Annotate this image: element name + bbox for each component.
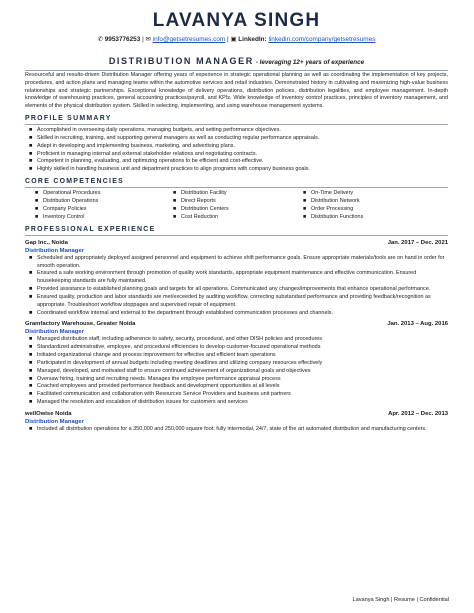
section-heading: PROFESSIONAL EXPERIENCE [25,225,156,233]
bullet-icon: ■ [29,399,33,406]
bullet-icon: ■ [29,286,33,293]
bullet-icon: ■ [35,205,39,212]
bullet-icon: ■ [29,391,33,398]
email-link[interactable]: info@getsetresumes.com [152,36,226,43]
competency-text: Operational Procedures [43,190,101,197]
bullet-text: Included all distribution operations for a 350,000 and 250,000 square foot, fully intermodal, 24/7, state of the art automated distribution and manufacturing centers. [37,426,427,433]
profile-section [25,114,448,174]
competency-item [173,190,303,198]
phone-icon: ✆ [97,36,103,43]
bullet-item [29,375,448,384]
job-dates: Jan. 2017 – Dec. 2021 [387,239,448,246]
bullet-icon: ■ [35,197,39,204]
bullet-icon: ■ [29,375,33,382]
bullet-text: Scheduled and appropriately deployed assigned personnel and equipment to achieve shift performance goals. Ensure appropriate materials/tools are on hand in order for smooth operation. [37,254,445,269]
competency-item [35,214,173,222]
job-role: Distribution Manager [25,419,84,426]
bullet-icon: ■ [29,134,33,141]
competency-text: Direct Reports [181,197,216,204]
bullet-text: Facilitated communication and collaboration with Resources Service Providers and business unit partners [37,391,291,398]
competency-item [35,190,173,198]
bullet-icon: ■ [303,190,307,197]
section-heading: CORE COMPETENCIES [25,178,125,186]
bullet-text: Skilled in recruiting, training, and supporting general managers as well as conducting regular performance appraisals. [37,134,320,141]
bullet-icon: ■ [29,352,33,359]
bullet-item [29,293,448,310]
bullet-item [29,309,448,318]
bullet-item [29,426,448,434]
bullet-item [29,134,448,143]
page-footer: Lavanya Singh | Resume | Confidential [352,597,449,603]
linkedin-label: LinkedIn: [238,36,267,43]
section-heading: PROFILE SUMMARY [25,114,112,122]
bullet-text: Coordinated workflow internal and external to the department through established communication processes and channels. [37,309,333,316]
bullet-icon: ■ [29,158,33,165]
job-bullets [25,426,448,434]
headline-subtitle: - leveraging 12+ years of experience [255,59,365,66]
bullet-icon: ■ [29,293,33,300]
competency-text: Cost Reduction [181,213,219,220]
bullet-icon: ■ [303,213,307,220]
competency-item [303,214,413,222]
bullet-item [29,150,448,159]
experience-section [25,225,448,434]
bullet-item [29,352,448,360]
bullet-icon: ■ [303,197,307,204]
bullet-text: Managed distribution staff, including adherence to safety, security, procedural, and other DISH policies and procedures [37,336,323,343]
summary-paragraph: Resourceful and results-driven Distribution Manager offering years of experience in strategic operational planning as well as coordinating the implementation of key projects, procedures, and action plans and managing teams within the automotive services and retail industries. Demonstrated history in cultivating and maximizing high-value business relationships and strategic partnerships. Exceptional knowledge of delivery operations, distribution policies, distribution legalities, and employee management. In-depth knowledge of warehousing practices, general accounting practices/payroll, and KPIs. Wide knowledge of inventory control practices, principles of inventory management, and elements of the physical distribution system. Skilled in selecting, implementing, and using warehouse management systems. [25,72,448,110]
job-role: Distribution Manager [25,329,84,336]
competency-grid [25,190,448,222]
bullet-icon: ■ [173,213,177,220]
bullet-icon: ■ [29,150,33,157]
bullet-text: Standardized administrative, employee, and procedural efficiencies to develop customer-focused operational methods [37,344,321,351]
bullet-item [29,344,448,352]
bullet-text: Competent in planning, evaluating, and optimizing operations to be efficient and cost-effective. [37,158,264,165]
bullet-icon: ■ [29,126,33,133]
headline [25,54,448,68]
competency-column [303,190,413,222]
candidate-name: LAVANYA SINGH [152,10,321,31]
job-entry [25,320,448,407]
phone-number: 9953776253 [104,36,141,43]
bullet-item [29,286,448,294]
bullet-text: Provided assistance to established planning goals and targets for all operations. Communicated any changes/improvements that enhance operational performance. [37,286,431,293]
bullet-text: Oversaw hiring, training and recruiting needs. Manages the employee performance appraisal process [37,375,281,382]
competency-text: Distribution Centers [181,205,229,212]
bullet-item [29,399,448,407]
competency-item [303,198,413,206]
company-name: Gap Inc., Noida [25,239,68,246]
competency-column [173,190,303,222]
competency-item [303,206,413,214]
bullet-icon: ■ [29,270,33,277]
bullet-icon: ■ [173,190,177,197]
bullet-icon: ■ [29,254,33,261]
bullet-text: Highly skilled in handling business unit and department practices to align programs with company business goals. [37,166,310,173]
bullet-text: Initiated organizational change and process improvement for effective and efficient team operations [37,352,276,359]
job-bullets [25,336,448,407]
competency-item [35,206,173,214]
bullet-item [29,383,448,391]
bullet-icon: ■ [35,190,39,197]
bullet-item [29,336,448,344]
bullet-icon: ■ [173,205,177,212]
job-header [25,410,448,418]
bullet-text: Ensured quality, production and labor standards are met/exceeded by auditing workflow, correcting substandard performance and providing feedback/recognition as appropriate. Troubleshoot workflow stoppages and supervised repair of equipment. [37,293,431,308]
bullet-icon: ■ [29,426,33,433]
competency-text: Order Processing [311,205,354,212]
competency-text: On-Time Delivery [311,190,354,197]
job-title: DISTRIBUTION MANAGER [108,56,254,66]
divider [25,187,448,188]
bullet-item [29,158,448,166]
bullet-text: Proficient in managing internal and external stakeholder relations and negotiating contracts. [37,150,258,157]
bullet-text: Managed the resolution and escalation of distribution issues for customers and services [37,399,248,406]
bullet-icon: ■ [29,309,33,316]
competency-text: Inventory Control [43,213,85,220]
job-header [25,320,448,328]
bullet-icon: ■ [29,359,33,366]
bullet-icon: ■ [29,367,33,374]
competency-item [173,206,303,214]
job-entry [25,239,448,318]
divider [25,124,448,125]
job-role: Distribution Manager [25,247,84,254]
competency-text: Distribution Network [311,197,360,204]
bullet-icon: ■ [303,205,307,212]
bullet-item [29,166,448,174]
competency-text: Distribution Facility [181,190,227,197]
bullet-item [29,367,448,376]
company-name: Gramfactory Warehouse, Greater Noida [25,321,136,328]
bullet-item [29,391,448,399]
bullet-item [29,270,448,286]
job-dates: Apr. 2012 – Dec. 2013 [388,411,448,418]
job-dates: Jan. 2013 – Aug. 2016 [387,321,448,328]
bullet-icon: ■ [29,336,33,343]
competency-item [303,190,413,198]
bullet-text: Coached employees and provided performance feedback and development opportunities at all levels [37,383,280,390]
bullet-icon: ■ [29,344,33,351]
bullet-text: Ensured a safe working environment through promotion of quality work standards, appropriate equipment maintenance and effective communication. Ensured housekeeping standards are fully maintained. [37,270,417,285]
bullet-icon: ■ [173,197,177,204]
competency-text: Company Policies [43,205,87,212]
job-header [25,239,448,247]
bullet-icon: ■ [29,166,33,173]
bullet-item [29,254,448,271]
bullet-text: Adept in developing and implementing business, marketing, and advertising plans. [37,142,235,149]
job-entry [25,410,448,434]
competency-column [35,190,173,222]
bullet-text: Accomplished in overseeing daily operations, managing budgets, and setting performance objectives. [37,126,281,133]
bullet-item [29,359,448,368]
competency-item [173,198,303,206]
divider [25,235,448,236]
bullet-icon: ■ [35,213,39,220]
bullet-item [29,142,448,151]
competency-item [173,214,303,222]
envelope-icon: ✉ [145,36,151,43]
contact-line: ✆ 9953776253 | ✉ info@getsetresumes.com | ▣ LinkedIn: linkedin.com/company/getsetresumes [97,36,376,43]
bullet-text: Managed, developed, and motivated staff to ensure continued achievement of organizational goals and objectives [37,367,311,374]
job-list [25,239,448,434]
competency-item [35,198,173,206]
divider [25,70,448,71]
competency-text: Distribution Operations [43,197,99,204]
bullet-icon: ■ [29,142,33,149]
competency-text: Distribution Functions [311,213,364,220]
profile-list [25,127,448,174]
competencies-section [25,177,448,222]
job-bullets [25,255,448,318]
linkedin-icon: ▣ [230,36,237,43]
linkedin-link[interactable]: linkedin.com/company/getsetresumes [268,36,376,43]
bullet-item [29,126,448,135]
bullet-icon: ■ [29,383,33,390]
bullet-text: Participated in development of annual budgets including meeting deadlines and utilizing company resources effectively [37,359,323,366]
company-name: wellOwise Noida [25,411,72,418]
